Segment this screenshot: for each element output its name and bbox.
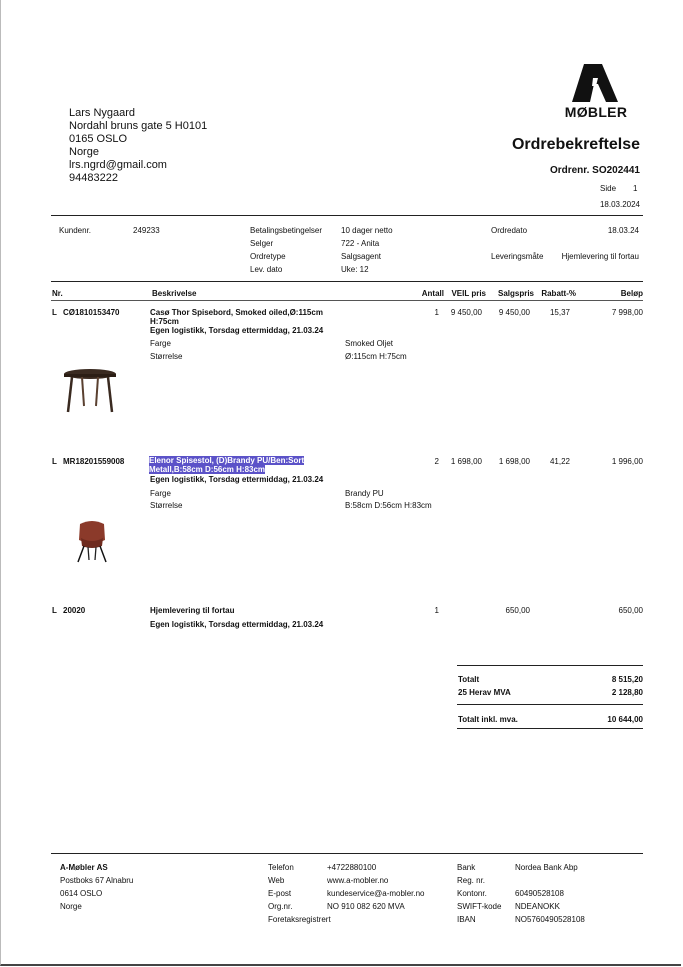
col-nr: Nr. (52, 289, 63, 298)
line-amount: 650,00 (618, 606, 643, 615)
line-type: L (52, 457, 57, 466)
footer-bank: Nordea Bank Abp (515, 863, 578, 872)
customer-email: lrs.ngrd@gmail.com (69, 159, 167, 171)
line-type: L (52, 606, 57, 615)
footer-company: A-Møbler AS (60, 863, 108, 872)
line-item-number: CØ1810153470 (63, 308, 120, 317)
divider (51, 300, 643, 301)
footer-city: 0614 OSLO (60, 889, 103, 898)
col-amount: Beløp (620, 289, 643, 298)
footer-registry: Foretaksregistrert (268, 915, 331, 924)
payment-terms: 10 dager netto (341, 226, 393, 235)
attr-color-value: Smoked Oljet (345, 339, 394, 348)
a-logo-icon (562, 62, 630, 104)
line-quantity: 1 (434, 308, 439, 317)
company-logo (562, 62, 630, 120)
line-quantity: 1 (434, 606, 439, 615)
footer-iban: NO5760490528108 (515, 915, 585, 924)
line-discount: 41,22 (549, 457, 570, 466)
line-amount: 7 998,00 (611, 308, 643, 317)
page-label: Side (600, 184, 617, 193)
customer-name: Lars Nygaard (69, 107, 136, 119)
footer-phone-label: Telefon (268, 863, 294, 872)
order-type: Salgsagent (341, 252, 382, 261)
line-quantity: 2 (434, 457, 439, 466)
line-type: L (52, 308, 57, 317)
total-value: 8 515,20 (611, 675, 643, 684)
col-discount: Rabatt-% (541, 289, 576, 298)
col-sale-price: Salgspris (497, 289, 534, 298)
document-title: Ordrebekreftelse (511, 136, 640, 153)
order-date: 18.03.24 (607, 226, 639, 235)
logo-text: MØBLER (564, 104, 628, 120)
attr-color-label: Farge (150, 339, 171, 348)
col-veil-price: VEIL pris (451, 289, 486, 298)
document-date: 18.03.2024 (599, 200, 640, 209)
customer-country: Norge (69, 146, 99, 158)
attr-color-label: Farge (150, 489, 171, 498)
vat-value: 2 128,80 (611, 688, 643, 697)
line-amount: 1 996,00 (611, 457, 643, 466)
grand-total-label: Totalt inkl. mva. (458, 715, 518, 724)
grand-total-value: 10 644,00 (607, 715, 643, 724)
footer-phone: +4722880100 (327, 863, 377, 872)
customer-no: 249233 (133, 226, 160, 235)
delivery-method: Hjemlevering til fortau (561, 252, 639, 261)
line-veil-price: 1 698,00 (450, 457, 482, 466)
footer-web[interactable]: www.a-mobler.no (327, 876, 389, 885)
footer-swift-label: SWIFT-kode (457, 902, 502, 911)
footer-org-label: Org.nr. (268, 902, 293, 911)
divider (457, 704, 643, 705)
line-sale-price: 650,00 (505, 606, 530, 615)
delivery-date: Uke: 12 (341, 265, 369, 274)
footer-divider (51, 853, 643, 854)
line-item-number: MR18201559008 (63, 457, 125, 466)
line-description-cont: H:75cm (150, 317, 179, 326)
line-description: Hjemlevering til fortau (150, 606, 235, 615)
payment-terms-label: Betalingsbetingelser (250, 226, 323, 235)
attr-size-value: Ø:115cm H:75cm (345, 352, 407, 361)
customer-street: Nordahl bruns gate 5 H0101 (69, 120, 208, 132)
footer-web-label: Web (268, 876, 285, 885)
col-description: Beskrivelse (152, 289, 197, 298)
footer-po-box: Postboks 67 Alnabru (60, 876, 134, 885)
round-table-icon (60, 366, 120, 416)
footer-org: NO 910 082 620 MVA (327, 902, 405, 911)
divider (51, 281, 643, 282)
footer-account: 60490528108 (515, 889, 564, 898)
line-logistics: Egen logistikk, Torsdag ettermiddag, 21.03.24 (150, 326, 324, 335)
customer-postal: 0165 OSLO (69, 133, 128, 145)
delivery-date-label: Lev. dato (250, 265, 283, 274)
selected-text[interactable]: Metall,B:58cm D:56cm H:83cm (149, 465, 266, 474)
order-number: Ordrenr. SO202441 (549, 165, 640, 176)
vat-label: 25 Herav MVA (458, 688, 511, 697)
seller-label: Selger (250, 239, 274, 248)
footer-email[interactable]: kundeservice@a-mobler.no (327, 889, 425, 898)
line-logistics: Egen logistikk, Torsdag ettermiddag, 21.03.24 (150, 620, 324, 629)
attr-color-value: Brandy PU (345, 489, 384, 498)
line-logistics: Egen logistikk, Torsdag ettermiddag, 21.03.24 (150, 475, 324, 484)
line-sale-price: 9 450,00 (498, 308, 530, 317)
footer-bank-label: Bank (457, 863, 476, 872)
delivery-method-label: Leveringsmåte (491, 252, 544, 261)
divider (457, 728, 643, 729)
attr-size-value: B:58cm D:56cm H:83cm (345, 501, 432, 510)
line-item-number: 20020 (63, 606, 86, 615)
selected-text[interactable]: Elenor Spisestol, (D)Brandy PU/Ben:Sort (149, 456, 305, 465)
attr-size-label: Størrelse (150, 501, 183, 510)
customer-phone: 94483222 (69, 172, 118, 184)
line-veil-price: 9 450,00 (450, 308, 482, 317)
divider (457, 665, 643, 666)
order-type-label: Ordretype (250, 252, 286, 261)
footer-email-label: E-post (268, 889, 292, 898)
seller: 722 - Anita (341, 239, 380, 248)
customer-no-label: Kundenr. (59, 226, 92, 235)
footer-reg-label: Reg. nr. (457, 876, 486, 885)
line-description: Casø Thor Spisebord, Smoked oiled,Ø:115cm (150, 308, 323, 317)
footer-iban-label: IBAN (457, 915, 476, 924)
page-number: 1 (633, 184, 638, 193)
order-date-label: Ordredato (491, 226, 528, 235)
line-description-cont (149, 465, 265, 474)
footer-country: Norge (60, 902, 82, 911)
line-sale-price: 1 698,00 (498, 457, 530, 466)
armchair-icon (72, 518, 112, 564)
customer-address (69, 107, 207, 185)
line-discount: 15,37 (549, 308, 570, 317)
divider (51, 215, 643, 216)
attr-size-label: Størrelse (150, 352, 183, 361)
line-description (149, 456, 304, 465)
footer-swift: NDEANOKK (515, 902, 560, 911)
total-label: Totalt (458, 675, 480, 684)
footer-account-label: Kontonr. (457, 889, 487, 898)
col-quantity: Antall (421, 289, 444, 298)
